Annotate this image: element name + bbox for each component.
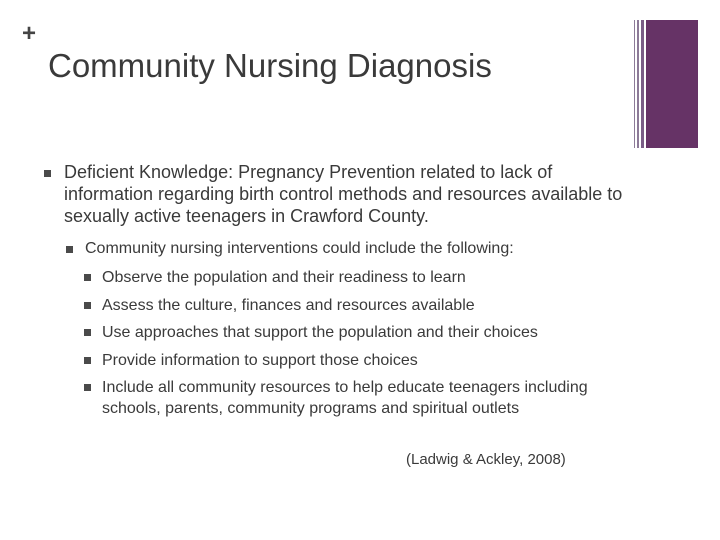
intervention-text: Observe the population and their readiness to learn [102,269,466,286]
square-bullet-icon [44,170,51,177]
decorative-stripe [637,20,639,148]
intervention-text: Use approaches that support the population and their choices [102,324,538,341]
decorative-stripe [634,20,635,148]
sub-bullet [66,239,606,259]
plus-icon: + [22,20,37,47]
main-bullet [44,161,624,227]
intervention-text: Assess the culture, finances and resources available [102,297,475,314]
square-bullet-icon [84,274,91,281]
intervention-item [84,267,604,288]
intervention-text: Provide information to support those choices [102,352,418,369]
intervention-item [84,350,604,371]
main-bullet-text: Deficient Knowledge: Pregnancy Prevention related to lack of information regarding birth control methods and resources available to sexually active teenagers in Crawford County. [64,162,623,226]
square-bullet-icon [84,384,91,391]
square-bullet-icon [84,302,91,309]
intervention-item [84,377,604,419]
intervention-item [84,322,604,343]
square-bullet-icon [66,246,73,253]
square-bullet-icon [84,357,91,364]
decorative-block [646,20,698,148]
sub-bullet-text: Community nursing interventions could include the following: [85,240,514,257]
intervention-item [84,295,604,316]
citation: (Ladwig & Ackley, 2008) [406,451,566,468]
slide-title: Community Nursing Diagnosis [48,47,492,84]
square-bullet-icon [84,329,91,336]
decorative-stripe [641,20,644,148]
intervention-text: Include all community resources to help educate teenagers including schools, parents, community programs and spiritual outlets [102,379,588,417]
